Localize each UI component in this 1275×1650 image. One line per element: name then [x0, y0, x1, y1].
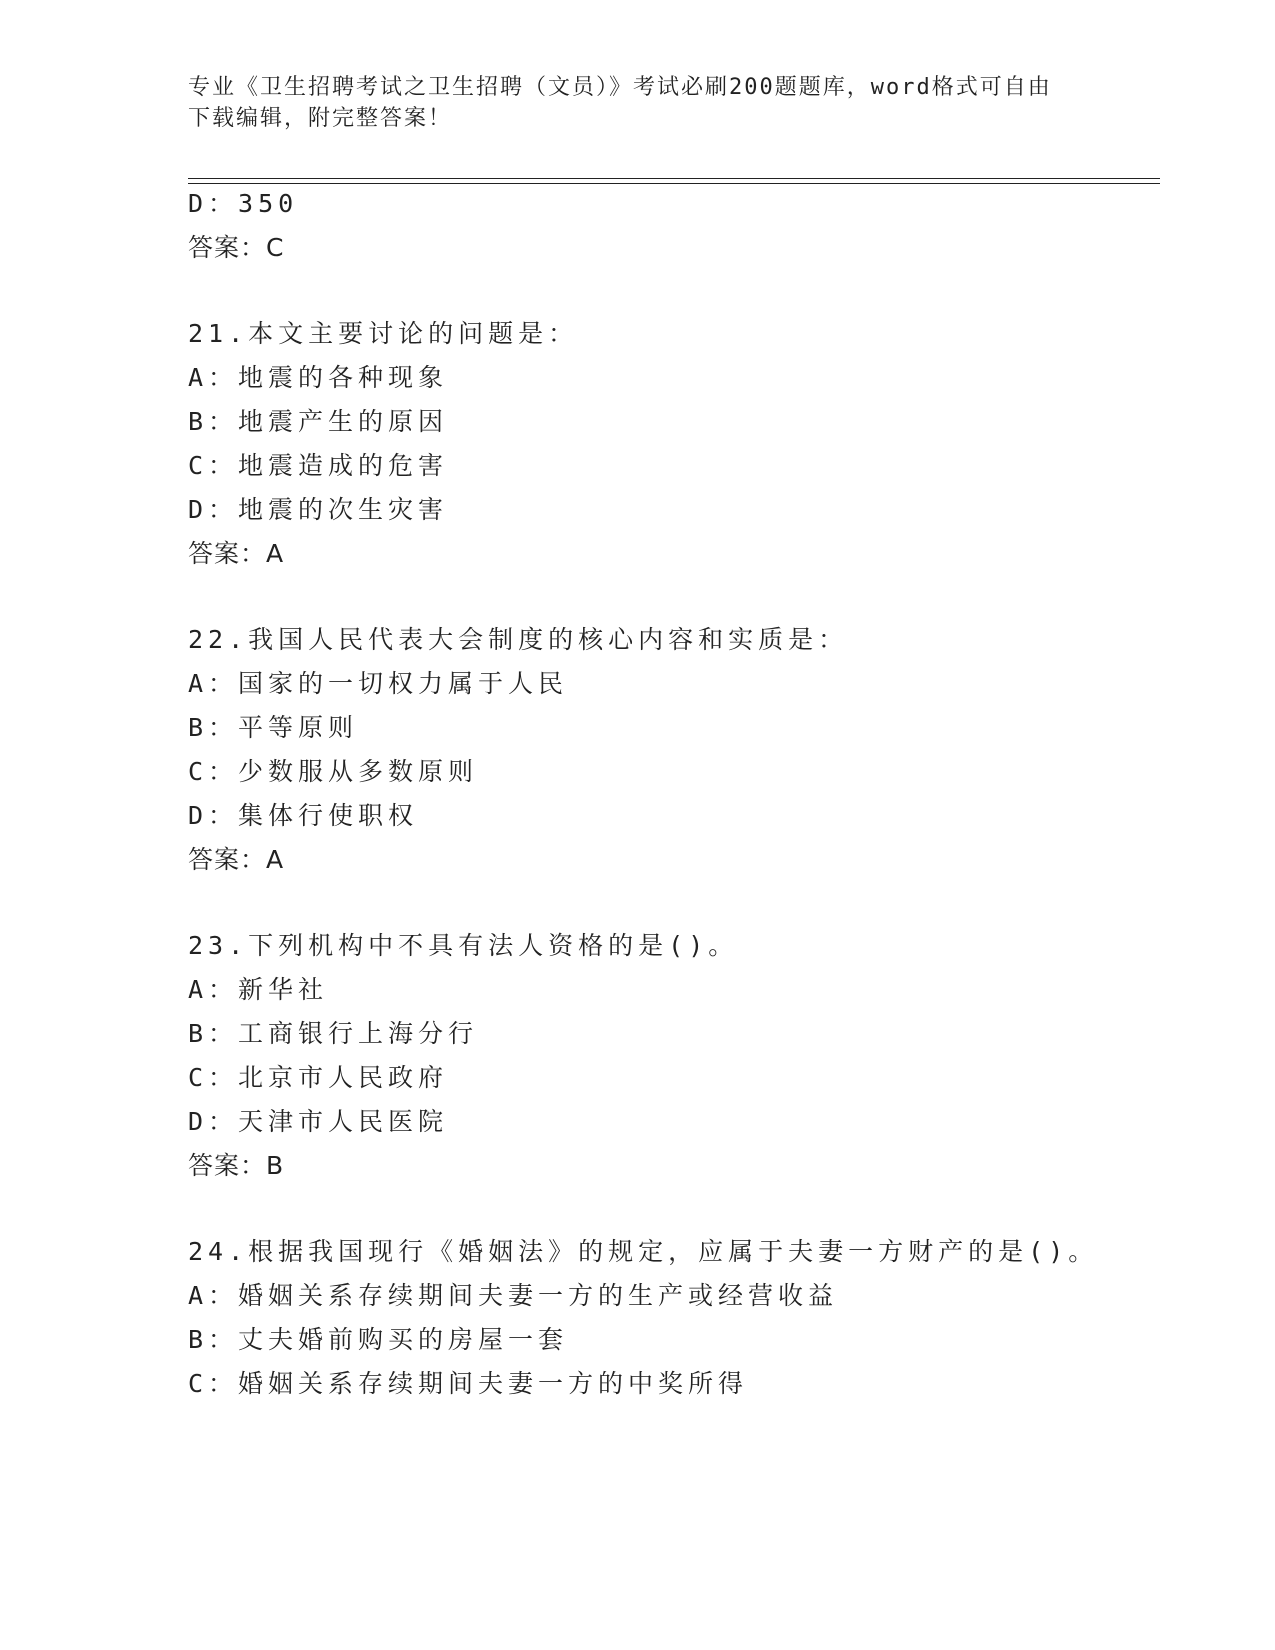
question-answer: 答案：B	[188, 1151, 285, 1180]
question-stem: 23.下列机构中不具有法人资格的是()。	[188, 931, 739, 960]
question-option: A：婚姻关系存续期间夫妻一方的生产或经营收益	[188, 1281, 839, 1310]
question-answer: 答案：A	[188, 845, 285, 874]
carryover-option-d: D：350	[188, 189, 299, 218]
question-option: D：天津市人民医院	[188, 1107, 449, 1136]
question-option: C：少数服从多数原则	[188, 757, 479, 786]
question-option: B：丈夫婚前购买的房屋一套	[188, 1325, 569, 1354]
question-option: C：婚姻关系存续期间夫妻一方的中奖所得	[188, 1369, 749, 1398]
question-stem: 24.根据我国现行《婚姻法》的规定，应属于夫妻一方财产的是()。	[188, 1237, 1099, 1266]
question-option: B：地震产生的原因	[188, 407, 449, 436]
document-intro: 专业《卫生招聘考试之卫生招聘（文员）》考试必刷200题题库，word格式可自由下载编辑，附完整答案！	[188, 75, 1052, 131]
question-option: D：集体行使职权	[188, 801, 419, 830]
question-option: C：地震造成的危害	[188, 451, 449, 480]
carryover-answer: 答案：C	[188, 233, 285, 262]
header-divider-top	[188, 178, 1160, 179]
question-option: A：国家的一切权力属于人民	[188, 669, 569, 698]
question-stem: 21.本文主要讨论的问题是：	[188, 319, 579, 348]
question-option: C：北京市人民政府	[188, 1063, 449, 1092]
header-divider-bottom	[188, 183, 1160, 184]
question-option: B：平等原则	[188, 713, 359, 742]
question-stem: 22.我国人民代表大会制度的核心内容和实质是：	[188, 625, 849, 654]
question-option: A：地震的各种现象	[188, 363, 449, 392]
question-answer: 答案：A	[188, 539, 285, 568]
question-option: A：新华社	[188, 975, 329, 1004]
question-option: B：工商银行上海分行	[188, 1019, 479, 1048]
question-option: D：地震的次生灾害	[188, 495, 449, 524]
